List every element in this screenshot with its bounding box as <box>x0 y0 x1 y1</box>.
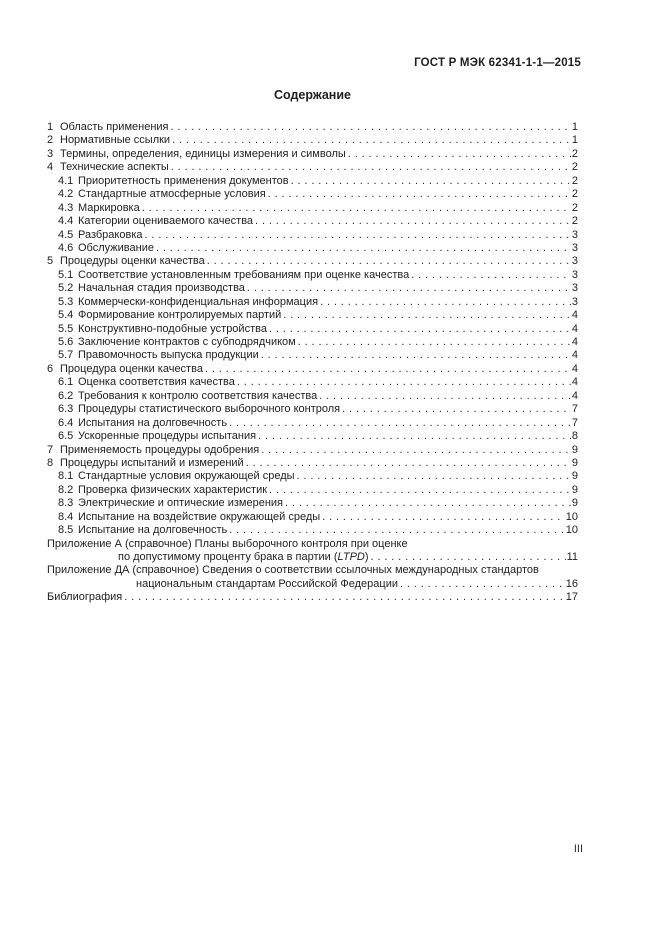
toc-entry-label: Разбраковка <box>78 228 143 241</box>
toc-entry-number: 4.4 <box>58 215 74 228</box>
toc-entry <box>47 444 578 457</box>
toc-leader-dots <box>171 121 571 134</box>
toc-entry <box>47 430 578 443</box>
toc-entry-page: 1 <box>571 134 578 147</box>
toc-leader-dots <box>411 269 571 282</box>
toc-entry-number: 6.2 <box>58 389 74 402</box>
toc-entry <box>47 417 578 430</box>
toc-entry-number: 4.1 <box>58 174 74 187</box>
toc-entry-number: 1 <box>47 121 54 133</box>
toc-entry <box>47 269 578 282</box>
toc-entry-label: Приложение ДА (справочное) Сведения о соответствии ссылочных международных стандартов <box>47 564 539 577</box>
toc-leader-dots <box>261 349 571 362</box>
toc-leader-dots <box>298 336 571 349</box>
toc-entry-label: Коммерчески-конфиденциальная информация <box>78 295 319 308</box>
toc-entry-label-after: ) <box>364 551 369 563</box>
toc-entry-page: 11 <box>566 551 578 563</box>
toc-entry <box>47 484 578 497</box>
toc-leader-dots <box>124 591 565 604</box>
toc-entry <box>47 457 578 470</box>
toc-entry-number: 4 <box>47 161 54 174</box>
toc-entry-label: национальным стандартам Российской Федерации <box>136 577 398 590</box>
toc-entry-page: 3 <box>571 228 578 241</box>
toc-leader-dots <box>400 578 565 591</box>
toc-entry <box>47 215 578 228</box>
toc-entry-page: 2 <box>571 147 578 160</box>
toc-leader-dots <box>285 497 571 510</box>
toc-entry-number: 5.6 <box>58 336 74 348</box>
toc-entry-label: Стандартные условия окружающей среды <box>78 470 295 483</box>
toc-entry-label: Термины, определения, единицы измерения и символы <box>60 147 346 160</box>
toc-entry-number: 7 <box>47 443 54 456</box>
toc-entry-label: Ускоренные процедуры испытания <box>78 430 257 443</box>
toc-leader-dots <box>247 282 571 295</box>
toc-entry <box>47 591 578 604</box>
toc-entry <box>47 323 578 336</box>
toc-entry-label: Приоритетность применения документов <box>78 174 289 187</box>
toc-entry-number: 6.4 <box>58 416 74 429</box>
toc-entry-number: 4.2 <box>58 188 74 201</box>
toc-entry-page: 4 <box>571 322 578 335</box>
toc-entry-label: Категории оцениваемого качества <box>78 215 254 228</box>
toc-entry-number: 5.5 <box>58 322 74 335</box>
toc-entry-number: 5.7 <box>58 349 74 362</box>
toc-leader-dots <box>269 484 571 497</box>
toc-leader-dots <box>229 524 565 537</box>
toc-entry-page: 4 <box>571 309 578 322</box>
toc-entry <box>47 148 578 161</box>
toc-entry-page: 4 <box>571 389 578 402</box>
toc-entry-label: Начальная стадия производства <box>78 282 245 295</box>
toc-entry-label: Нормативные ссылки <box>60 134 171 147</box>
toc-entry-page: 7 <box>571 403 578 416</box>
toc-entry-page: 9 <box>571 470 578 483</box>
toc-leader-dots <box>322 511 565 524</box>
toc-leader-dots <box>371 551 566 564</box>
toc-entry <box>47 363 578 376</box>
toc-entry-label: по допустимому проценту брака в партии ( <box>118 551 338 563</box>
toc-entry-page: 4 <box>571 376 578 389</box>
toc-entry <box>47 255 578 268</box>
toc-leader-dots <box>320 296 571 309</box>
toc-entry-page: 2 <box>571 174 578 187</box>
toc-entry-label-italic: LTPD <box>337 551 365 563</box>
toc-entry-label: Испытания на долговечность <box>78 416 228 429</box>
toc-entry-label: Технические аспекты <box>60 161 169 174</box>
toc-entry-number: 8 <box>47 456 54 469</box>
toc-entry <box>47 470 578 483</box>
toc-entry-number: 8.1 <box>58 470 74 483</box>
toc-entry-page: 1 <box>571 121 578 133</box>
toc-entry <box>47 390 578 403</box>
toc-entry <box>47 551 578 564</box>
toc-entry-page: 9 <box>571 483 578 496</box>
toc-entry-label: Соответствие установленным требованиям при оценке качества <box>78 268 410 281</box>
toc-entry-number: 8.5 <box>58 524 74 537</box>
toc-entry-label: Испытание на воздействие окружающей среды <box>78 510 321 523</box>
toc-entry-page: 16 <box>565 577 578 590</box>
toc-leader-dots <box>207 255 571 268</box>
toc-entry <box>47 134 578 147</box>
toc-entry-page: 4 <box>571 349 578 362</box>
page-number-footer: III <box>573 843 583 855</box>
toc-entry-label: Электрические и оптические измерения <box>78 497 284 510</box>
toc-entry-page: 2 <box>571 215 578 228</box>
toc-entry-number: 5.2 <box>58 282 74 295</box>
toc-entry <box>47 188 578 201</box>
toc-entry-page: 10 <box>565 524 578 537</box>
toc-entry-label: Библиография <box>47 591 123 604</box>
toc-entry <box>47 175 578 188</box>
toc-leader-dots <box>291 175 571 188</box>
toc-entry-page: 3 <box>571 255 578 268</box>
toc-entry-number: 6 <box>47 362 54 375</box>
toc-entry <box>47 336 578 349</box>
toc-entry <box>47 497 578 510</box>
toc-entry <box>47 403 578 416</box>
toc-entry-label: Процедуры оценки качества <box>60 255 205 268</box>
toc-leader-dots <box>269 323 571 336</box>
toc-entry-label: Процедуры статистического выборочного контроля <box>78 403 341 416</box>
toc-entry <box>47 376 578 389</box>
toc-entry-number: 5.3 <box>58 295 74 308</box>
toc-entry <box>47 161 578 174</box>
toc-entry-page: 4 <box>571 336 578 348</box>
toc-entry-label: Применяемость процедуры одобрения <box>60 443 260 456</box>
toc-entry-page: 4 <box>571 362 578 375</box>
toc-entry-number: 4.5 <box>58 228 74 241</box>
toc-leader-dots <box>229 417 571 430</box>
toc-entry <box>47 538 578 551</box>
toc-entry-label: Приложение А (справочное) Планы выборочного контроля при оценке <box>47 537 408 550</box>
toc-leader-dots <box>246 457 571 470</box>
toc-entry <box>47 282 578 295</box>
toc-entry-page: 8 <box>571 430 578 443</box>
toc-entry-number: 8.2 <box>58 483 74 496</box>
toc-leader-dots <box>342 403 571 416</box>
toc-entry-label: Конструктивно-подобные устройства <box>78 322 267 335</box>
toc-entry <box>47 524 578 537</box>
toc-entry <box>47 578 578 591</box>
toc-entry-page: 9 <box>571 443 578 456</box>
toc-entry <box>47 511 578 524</box>
toc-entry-page: 7 <box>571 416 578 429</box>
toc-leader-dots <box>255 215 571 228</box>
toc-entry <box>47 121 578 134</box>
toc-entry-label: Заключение контрактов с субподрядчиком <box>78 336 296 348</box>
toc-leader-dots <box>145 229 571 242</box>
toc-entry-number: 6.1 <box>58 376 74 389</box>
toc-entry-label: Процедуры испытаний и измерений <box>60 456 244 469</box>
toc-entry-label: Обслуживание <box>78 241 154 254</box>
toc-entry-number: 6.3 <box>58 403 74 416</box>
document-code-header: ГОСТ Р МЭК 62341-1-1—2015 <box>414 57 581 69</box>
toc-entry-label: Оценка соответствия качества <box>78 376 235 389</box>
toc-leader-dots <box>348 148 571 161</box>
toc-leader-dots <box>283 309 571 322</box>
toc-entry-page: 2 <box>571 161 578 174</box>
toc-entry-label: Стандартные атмосферные условия <box>78 188 266 201</box>
toc-entry-number: 2 <box>47 134 54 147</box>
toc-entry-number: 5.1 <box>58 268 74 281</box>
toc-entry-page: 3 <box>571 282 578 295</box>
toc-leader-dots <box>171 161 571 174</box>
toc-entry-page: 9 <box>571 497 578 510</box>
toc-entry-page: 3 <box>571 268 578 281</box>
toc-entry <box>47 202 578 215</box>
toc-entry-page: 17 <box>565 591 578 604</box>
toc-entry <box>47 296 578 309</box>
toc-entry-number: 4.3 <box>58 201 74 214</box>
toc-entry-number: 3 <box>47 147 54 160</box>
toc-leader-dots <box>319 390 571 403</box>
toc-entry <box>47 229 578 242</box>
toc-entry-page: 2 <box>571 188 578 201</box>
toc-entry-page: 2 <box>571 201 578 214</box>
toc-entry-label: Формирование контролируемых партий <box>78 309 282 322</box>
toc-list <box>47 121 578 605</box>
toc-entry-label: Проверка физических характеристик <box>78 483 268 496</box>
toc-leader-dots <box>156 242 571 255</box>
toc-entry <box>47 242 578 255</box>
toc-entry-number: 6.5 <box>58 430 74 443</box>
toc-entry <box>47 564 578 577</box>
toc-entry <box>47 349 578 362</box>
toc-entry-label: Область применения <box>60 121 169 133</box>
toc-entry-label: Маркировка <box>78 201 140 214</box>
toc-entry-number: 8.3 <box>58 497 74 510</box>
toc-leader-dots <box>205 363 571 376</box>
toc-entry <box>47 309 578 322</box>
toc-leader-dots <box>237 376 571 389</box>
toc-leader-dots <box>261 444 571 457</box>
toc-leader-dots <box>258 430 571 443</box>
toc-entry-label: Испытание на долговечность <box>78 524 228 537</box>
page-title: Содержание <box>273 88 351 102</box>
toc-leader-dots <box>268 188 571 201</box>
toc-leader-dots <box>297 470 571 483</box>
toc-entry-label: Правомочность выпуска продукции <box>78 349 259 362</box>
toc-entry-number: 8.4 <box>58 510 74 523</box>
toc-entry-number: 5 <box>47 255 54 268</box>
toc-entry-label: Процедура оценки качества <box>60 362 203 375</box>
toc-entry-page: 3 <box>571 295 578 308</box>
toc-entry-number: 4.6 <box>58 241 74 254</box>
toc-entry-number: 5.4 <box>58 309 74 322</box>
toc-entry-page: 3 <box>571 241 578 254</box>
toc-entry-page: 10 <box>565 510 578 523</box>
toc-entry-page: 9 <box>571 456 578 469</box>
toc-leader-dots <box>142 202 571 215</box>
toc-leader-dots <box>172 134 571 147</box>
toc-entry-label: Требования к контролю соответствия качества <box>78 389 318 402</box>
